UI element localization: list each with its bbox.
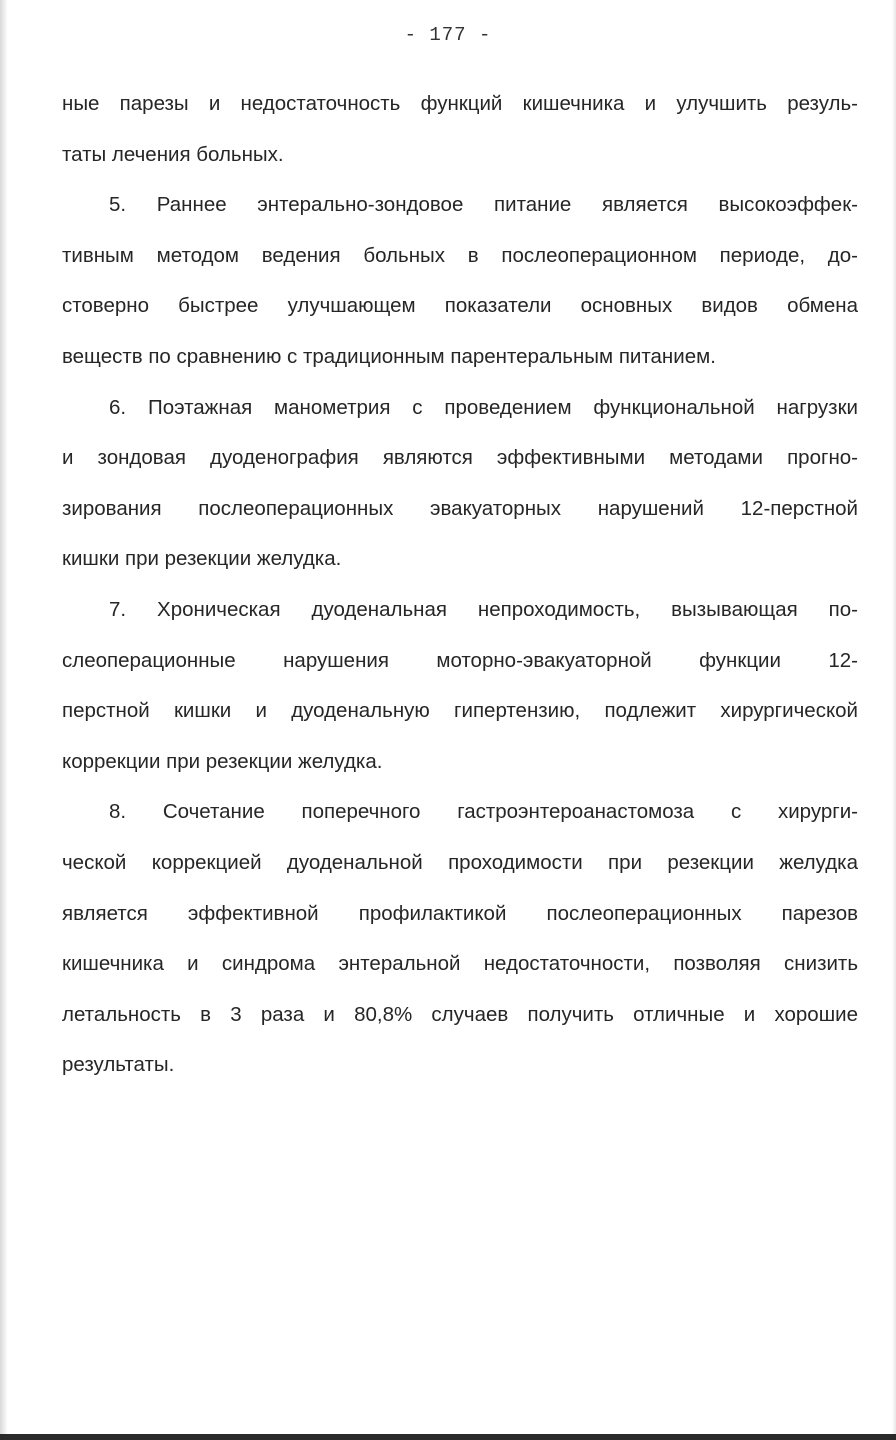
text-line: зирования послеоперационных эвакуаторных нарушений 12-перстной bbox=[62, 496, 858, 520]
scan-shadow-bottom bbox=[0, 1434, 896, 1440]
text-line: ческой коррекцией дуоденальной проходимости при резекции желудка bbox=[62, 850, 858, 874]
text-line: и зондовая дуоденография являются эффективными методами прогно- bbox=[62, 446, 858, 470]
page-number: - 177 - bbox=[404, 24, 492, 46]
text-line: кишечника и синдрома энтеральной недостаточности, позволяя снизить bbox=[62, 952, 858, 976]
text-line: таты лечения больных. bbox=[62, 142, 284, 166]
scan-shadow-right bbox=[892, 0, 896, 1440]
paragraph-5-first-line: 5. Раннее энтерально-зондовое питание является высокоэффек- bbox=[109, 193, 858, 217]
text-line: ные парезы и недостаточность функций кишечника и улучшить резуль- bbox=[62, 92, 858, 115]
text-line: слеоперационные нарушения моторно-эвакуаторной функции 12- bbox=[62, 648, 858, 672]
text-line: веществ по сравнению с традиционным парентеральным питанием. bbox=[62, 344, 716, 368]
text-line: результаты. bbox=[62, 1053, 175, 1077]
text-line: стоверно быстрее улучшающем показатели основных видов обмена bbox=[62, 294, 858, 318]
text-line: является эффективной профилактикой послеоперационных парезов bbox=[62, 901, 858, 925]
paragraph-8-first-line: 8. Сочетание поперечного гастроэнтероанастомоза с хирурги- bbox=[109, 800, 858, 824]
text-line: летальность в 3 раза и 80,8% случаев получить отличные и хорошие bbox=[62, 1002, 858, 1026]
scan-shadow-left bbox=[0, 0, 8, 1440]
paragraph-6-first-line: 6. Поэтажная манометрия с проведением функциональной нагрузки bbox=[109, 395, 858, 419]
text-line: перстной кишки и дуоденальную гипертензию, подлежит хирургической bbox=[62, 699, 858, 723]
text-line: кишки при резекции желудка. bbox=[62, 547, 342, 571]
text-line: тивным методом ведения больных в послеоперационном периоде, до- bbox=[62, 243, 858, 267]
document-body bbox=[62, 79, 858, 1091]
text-line: коррекции при резекции желудка. bbox=[62, 749, 383, 773]
paragraph-7-first-line: 7. Хроническая дуоденальная непроходимость, вызывающая по- bbox=[109, 597, 858, 621]
